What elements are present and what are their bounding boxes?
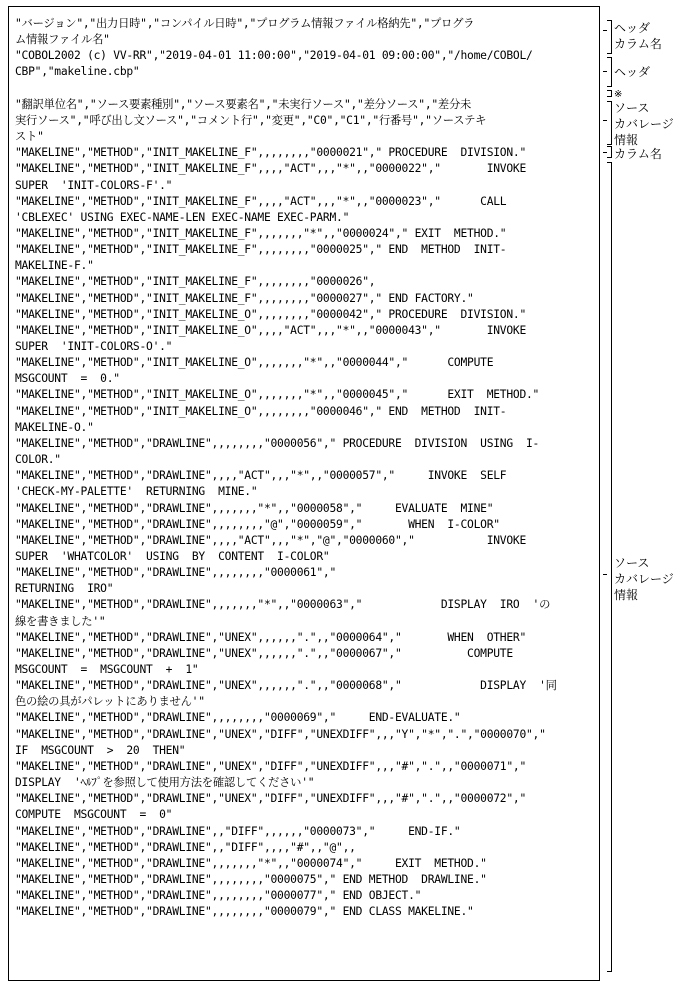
bracket-tick <box>603 120 607 121</box>
document-line: "MAKELINE","METHOD","DRAWLINE",,,,,,,"*",,"0000074"," EXIT METHOD." <box>15 856 487 870</box>
annotation-column-names: カラム名 <box>614 147 662 161</box>
document-line: DISPLAY 'ﾍﾙﾌﾟを参照して使用方法を確認してください'" <box>15 776 315 790</box>
document-line: "バージョン","出力日時","コンパイル日時","プログラム情報ファイル格納先","プログラ <box>15 17 475 30</box>
document-line: "MAKELINE","METHOD","DRAWLINE","UNEX",,,,,,".",,"0000067"," COMPUTE <box>15 646 513 660</box>
document-line: "MAKELINE","METHOD","INIT_MAKELINE_F",,,,,,,,"0000027"," END FACTORY." <box>15 291 474 305</box>
bracket-tick <box>603 152 607 153</box>
document-line: "MAKELINE","METHOD","INIT_MAKELINE_F",,,,"ACT",,,"*",,"0000023"," CALL <box>15 194 507 208</box>
document-line: "MAKELINE","METHOD","DRAWLINE",,"DIFF",,,,,,"0000073"," END-IF." <box>15 824 461 838</box>
document-line: "MAKELINE","METHOD","INIT_MAKELINE_F",,,,,,,"*",,"0000024"," EXIT METHOD." <box>15 226 507 240</box>
document-line: 実行ソース","呼び出し文ソース","コメント行","変更","C0","C1","行番号","ソーステキ <box>15 113 487 127</box>
document-line: "MAKELINE","METHOD","DRAWLINE",,"DIFF",,,,"#",,"@",, <box>15 840 356 854</box>
document-line: MAKELINE-O." <box>15 420 94 434</box>
document-line: COMPUTE MSGCOUNT = 0" <box>15 808 173 822</box>
document-line: IF MSGCOUNT > 20 THEN" <box>15 743 186 757</box>
document-line: "MAKELINE","METHOD","INIT_MAKELINE_O",,,,,,,,"0000046"," END METHOD INIT- <box>15 404 507 418</box>
document-line: MAKELINE-F." <box>15 259 94 273</box>
document-line: "MAKELINE","METHOD","DRAWLINE","UNEX","DIFF","UNEXDIFF",,,"#",".",,"0000072"," <box>15 792 527 806</box>
annotation-header: ヘッダ <box>614 65 651 79</box>
document-line: "MAKELINE","METHOD","DRAWLINE","UNEX","DIFF","UNEXDIFF",,,"Y","*",".","0000070"," <box>15 727 546 741</box>
document-line: "MAKELINE","METHOD","INIT_MAKELINE_F",,,,,,,,"0000021"," PROCEDURE DIVISION." <box>15 146 527 160</box>
document-line: "MAKELINE","METHOD","INIT_MAKELINE_O",,,,,,,"*",,"0000044"," COMPUTE <box>15 356 494 370</box>
bracket-tick <box>603 574 607 575</box>
annotation-header-column-names-2: カラム名 <box>614 37 662 51</box>
document-line: "COBOL2002 (c) VV-RR","2019-04-01 11:00:00","2019-04-01 09:00:00","/home/COBOL/ <box>15 49 533 63</box>
document-line: 'CBLEXEC' USING EXEC-NAME-LEN EXEC-NAME EXEC-PARM." <box>15 210 350 224</box>
document-line: "MAKELINE","METHOD","INIT_MAKELINE_F",,,,,,,,"0000026", <box>15 275 376 289</box>
document-line: SUPER 'WHATCOLOR' USING BY CONTENT I-COLOR" <box>15 549 330 563</box>
document-line: スト" <box>15 130 44 144</box>
document-line: 線を書きました'" <box>15 614 106 628</box>
document-line: "MAKELINE","METHOD","DRAWLINE","UNEX",,,,,,".",,"0000068"," DISPLAY '同 <box>15 679 557 693</box>
document-line: "MAKELINE","METHOD","DRAWLINE",,,,"ACT",,,"*","@","0000060"," INVOKE <box>15 533 527 547</box>
document-line: MSGCOUNT = 0." <box>15 372 120 386</box>
document-line: COLOR." <box>15 453 61 467</box>
bracket-tick <box>603 71 607 72</box>
annotation-coverage-info-1: ソース <box>614 101 650 115</box>
document-line: "MAKELINE","METHOD","INIT_MAKELINE_O",,,,,,,"*",,"0000045"," EXIT METHOD." <box>15 388 540 402</box>
document-line: MSGCOUNT = MSGCOUNT + 1" <box>15 663 199 676</box>
document-line: "MAKELINE","METHOD","DRAWLINE",,,,,,,"*",,"0000063"," DISPLAY IRO 'の <box>15 598 551 612</box>
document-line: "MAKELINE","METHOD","DRAWLINE",,,,,,,,"0000079"," END CLASS MAKELINE." <box>15 905 474 919</box>
document-line: "MAKELINE","METHOD","DRAWLINE",,,,,,,,"0000077"," END OBJECT." <box>15 889 422 903</box>
document-line: "MAKELINE","METHOD","DRAWLINE","UNEX",,,,,,".",,"0000064"," WHEN OTHER" <box>15 630 527 644</box>
document-line: "翻訳単位名","ソース要素種別","ソース要素名","未実行ソース","差分ソース","差分未 <box>15 97 472 111</box>
document-line: "MAKELINE","METHOD","DRAWLINE",,,,,,,"*",,"0000058"," EVALUATE MINE" <box>15 501 494 515</box>
document-line: RETURNING IRO" <box>15 582 114 596</box>
bracket-coverage-info <box>607 101 612 145</box>
annotation-coverage-info-2-2: カバレージ <box>614 572 674 586</box>
document-line: SUPER 'INIT-COLORS-O'." <box>15 340 173 353</box>
bracket-tick <box>603 30 607 31</box>
document-line: "MAKELINE","METHOD","INIT_MAKELINE_O",,,,"ACT",,,"*",,"0000043"," INVOKE <box>15 323 527 337</box>
document-line: 'CHECK-MY-PALETTE' RETURNING MINE." <box>15 485 258 499</box>
document-line: "MAKELINE","METHOD","DRAWLINE","UNEX","DIFF","UNEXDIFF",,,"#",".",,"0000071"," <box>15 759 527 773</box>
document-line: 色の絵の具がパレットにありません'" <box>15 695 205 709</box>
bracket-column-names <box>607 146 612 158</box>
document-line: SUPER 'INIT-COLORS-F'." <box>15 178 173 192</box>
annotation-note-mark: ※ <box>614 89 623 100</box>
document-line: "MAKELINE","METHOD","DRAWLINE",,,,"ACT",,,"*",,"0000057"," INVOKE SELF <box>15 469 507 483</box>
bracket-coverage-info-2 <box>607 162 612 972</box>
bracket-header <box>607 57 612 87</box>
annotation-coverage-info-2: カバレージ <box>614 117 674 131</box>
document-line: "MAKELINE","METHOD","DRAWLINE",,,,,,,,"0000056"," PROCEDURE DIVISION USING I- <box>15 436 540 450</box>
document-line: ム情報ファイル名" <box>15 33 110 47</box>
annotation-coverage-info-2-3: 情報 <box>614 588 639 602</box>
annotation-header-column-names-1: ヘッダ <box>614 21 651 35</box>
annotation-coverage-info-2-1: ソース <box>614 556 650 570</box>
document-line: "MAKELINE","METHOD","DRAWLINE",,,,,,,,"0000061"," <box>15 566 337 580</box>
annotation-coverage-info-3: 情報 <box>614 133 639 147</box>
document-line: "MAKELINE","METHOD","INIT_MAKELINE_O",,,,,,,,"0000042"," PROCEDURE DIVISION." <box>15 307 527 321</box>
document-line: "MAKELINE","METHOD","DRAWLINE",,,,,,,,"0000069"," END-EVALUATE." <box>15 711 461 725</box>
document-line: "MAKELINE","METHOD","INIT_MAKELINE_F",,,,,,,,"0000025"," END METHOD INIT- <box>15 243 507 257</box>
bracket-header-column-names <box>607 20 612 54</box>
document-line: "MAKELINE","METHOD","DRAWLINE",,,,,,,,"@","0000059"," WHEN I-COLOR" <box>15 517 500 531</box>
document-line: CBP","makeline.cbp" <box>15 65 140 79</box>
bracket-note <box>607 90 612 97</box>
document-line: "MAKELINE","METHOD","INIT_MAKELINE_F",,,,"ACT",,,"*",,"0000022"," INVOKE <box>15 162 527 176</box>
document-line: "MAKELINE","METHOD","DRAWLINE",,,,,,,,"0000075"," END METHOD DRAWLINE." <box>15 872 487 886</box>
